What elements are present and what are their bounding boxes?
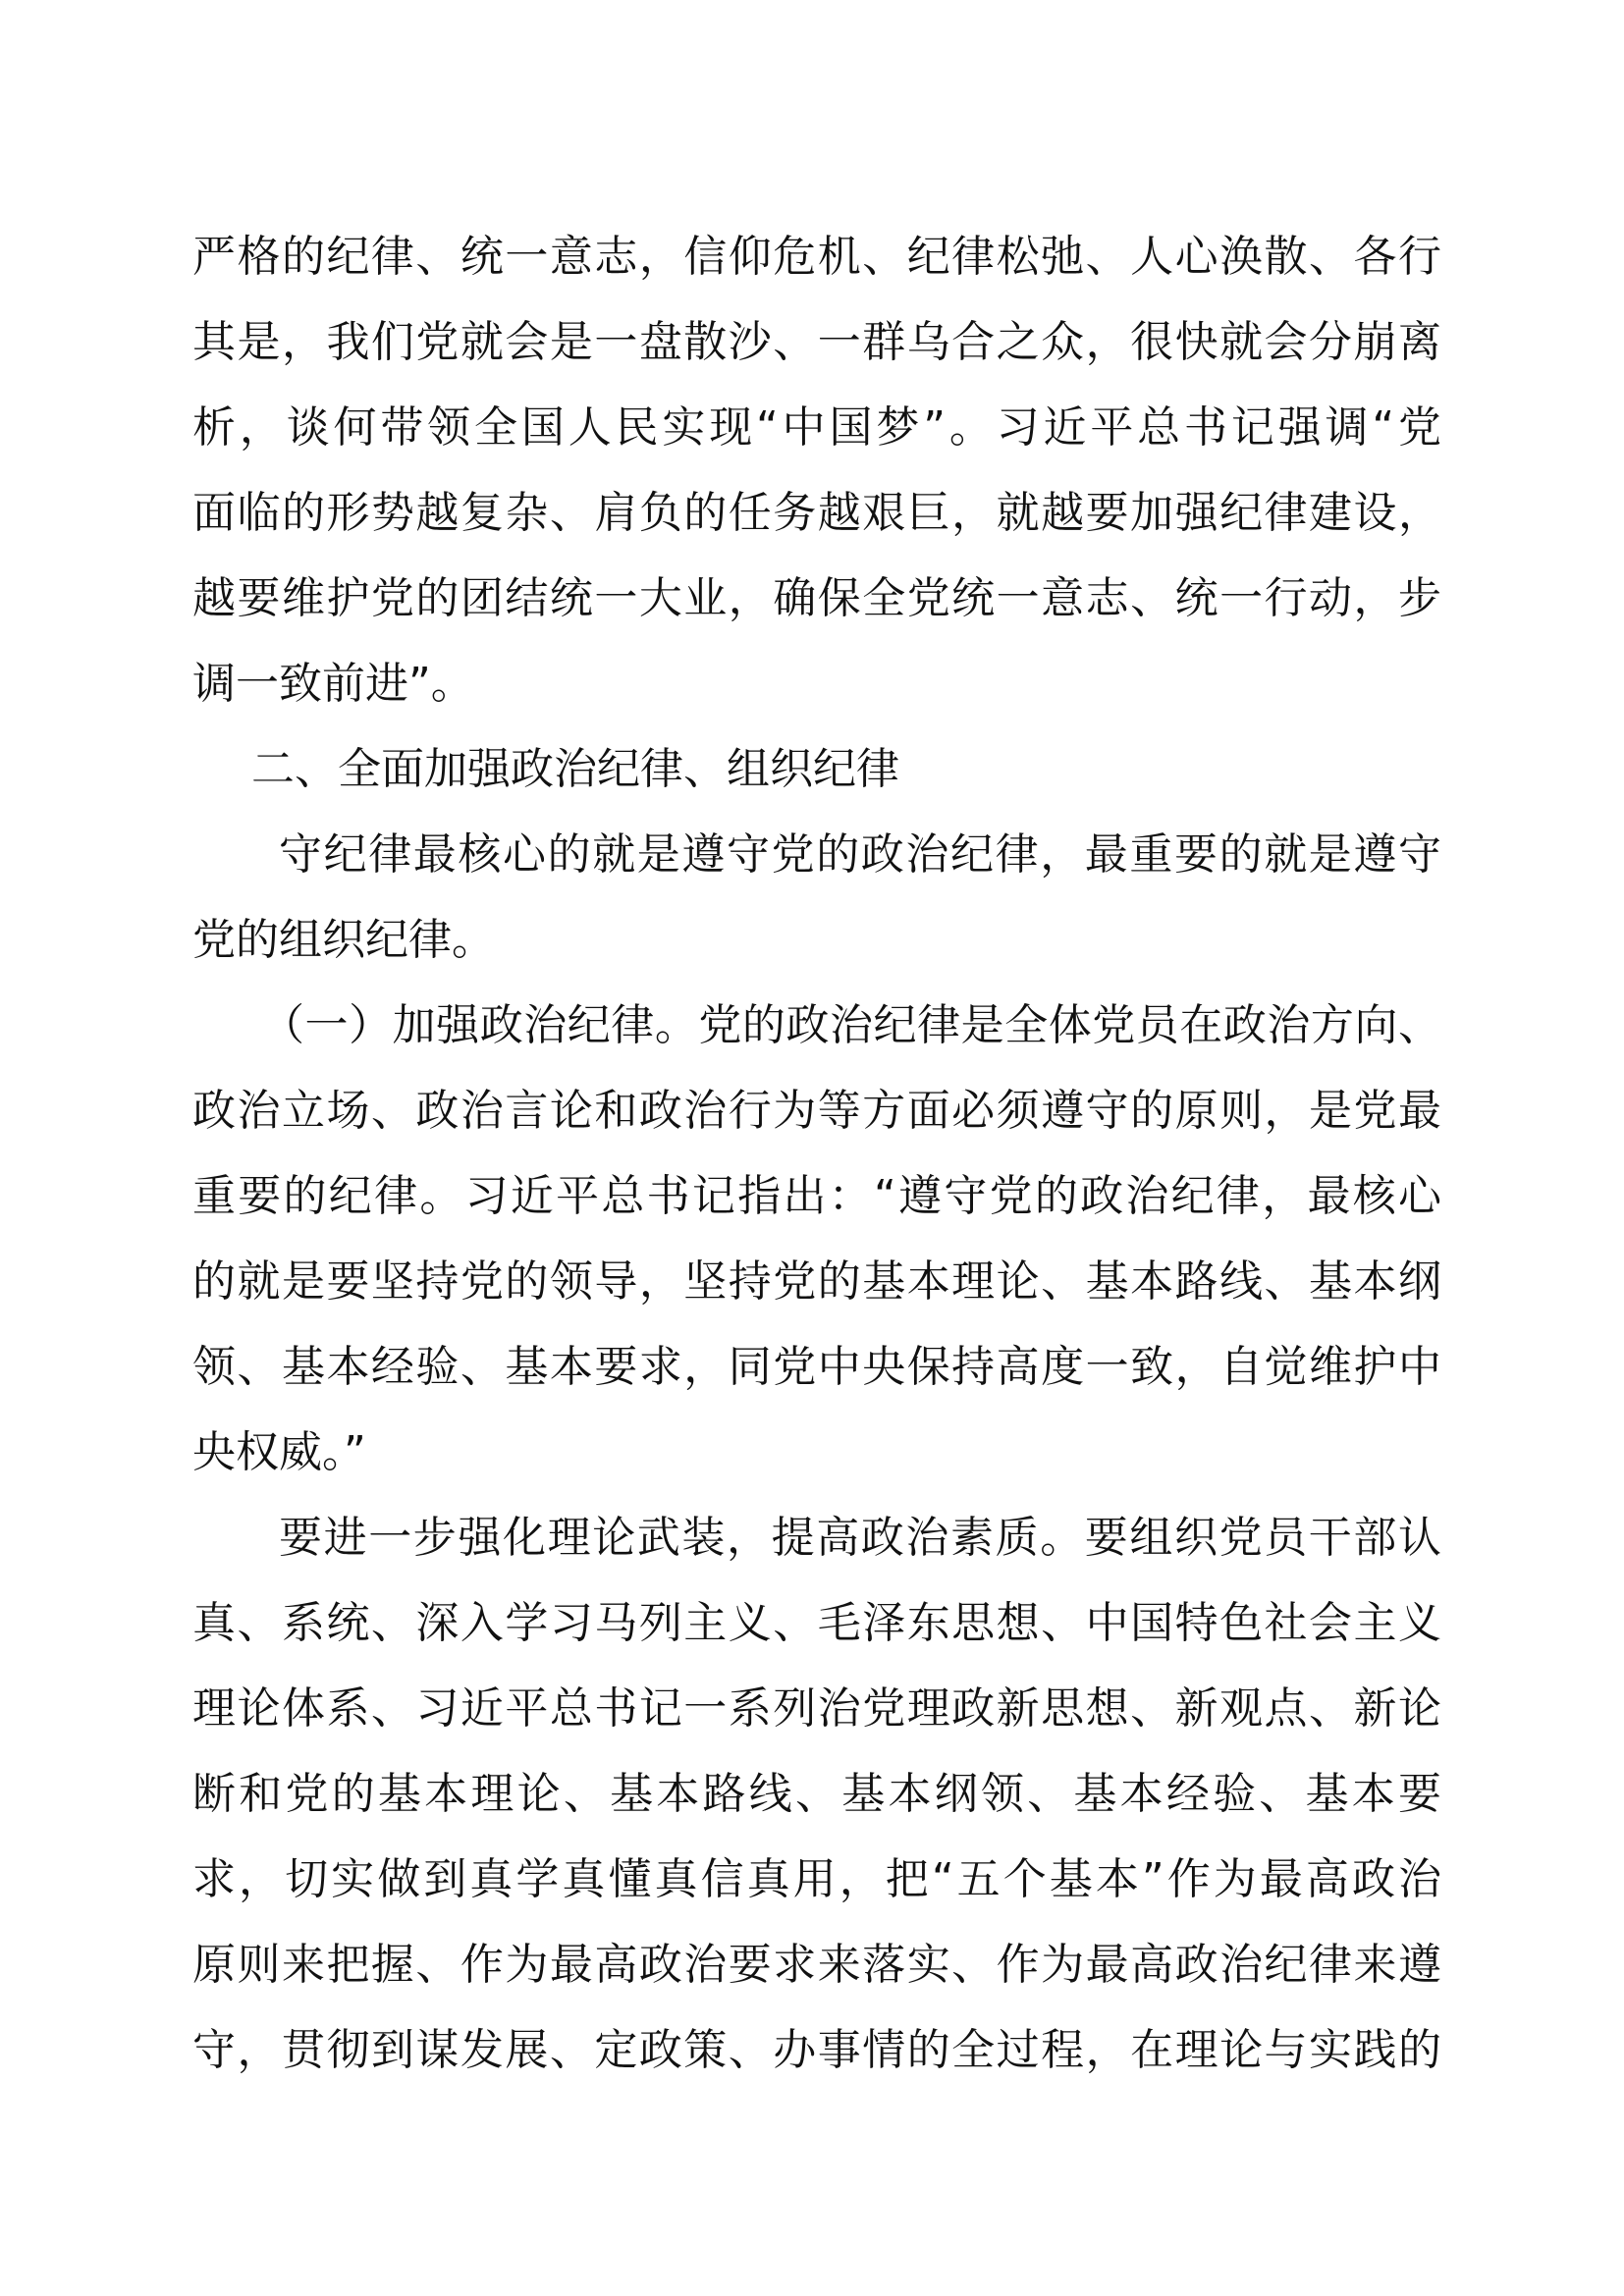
text-line: 党的组织纪律。 <box>192 915 495 965</box>
text-line: 重要的纪律。习近平总书记指出：“遵守党的政治纪律，最核心 <box>192 1171 1441 1221</box>
text-line: 严格的纪律、统一意志，信仰危机、纪律松弛、人心涣散、各行 <box>192 232 1441 282</box>
text-line: 真、系统、深入学习马列主义、毛泽东思想、中国特色社会主义 <box>192 1598 1441 1648</box>
text-line: 要进一步强化理论武装，提高政治素质。要组织党员干部认 <box>279 1513 1441 1563</box>
text-line: 政治立场、政治言论和政治行为等方面必须遵守的原则，是党最 <box>192 1086 1441 1136</box>
text-line: 领、基本经验、基本要求，同党中央保持高度一致，自觉维护中 <box>192 1342 1441 1392</box>
text-line: 面临的形势越复杂、肩负的任务越艰巨，就越要加强纪律建设， <box>192 488 1441 538</box>
text-line: 调一致前进”。 <box>192 659 474 709</box>
text-line: 理论体系、习近平总书记一系列治党理政新思想、新观点、新论 <box>192 1683 1441 1734</box>
text-line: （一）加强政治纪律。党的政治纪律是全体党员在政治方向、 <box>261 1000 1441 1050</box>
text-line: 越要维护党的团结统一大业，确保全党统一意志、统一行动，步 <box>192 573 1441 623</box>
text-line: 断和党的基本理论、基本路线、基本纲领、基本经验、基本要 <box>192 1769 1441 1819</box>
text-line: 其是，我们党就会是一盘散沙、一群乌合之众，很快就会分崩离 <box>192 317 1441 367</box>
text-line: 的就是要坚持党的领导，坚持党的基本理论、基本路线、基本纲 <box>192 1256 1441 1307</box>
section-heading: 二、全面加强政治纪律、组织纪律 <box>251 744 899 794</box>
text-line: 守纪律最核心的就是遵守党的政治纪律，最重要的就是遵守 <box>279 829 1441 880</box>
text-line: 析，谈何带领全国人民实现“中国梦”。习近平总书记强调“党 <box>192 402 1441 453</box>
text-line: 原则来把握、作为最高政治要求来落实、作为最高政治纪律来遵 <box>192 1940 1441 1990</box>
text-line: 央权威。” <box>192 1427 366 1477</box>
body-text <box>192 214 1441 2093</box>
text-line: 守，贯彻到谋发展、定政策、办事情的全过程，在理论与实践的 <box>192 2025 1441 2075</box>
text-line: 求，切实做到真学真懂真信真用，把“五个基本”作为最高政治 <box>192 1854 1441 1904</box>
